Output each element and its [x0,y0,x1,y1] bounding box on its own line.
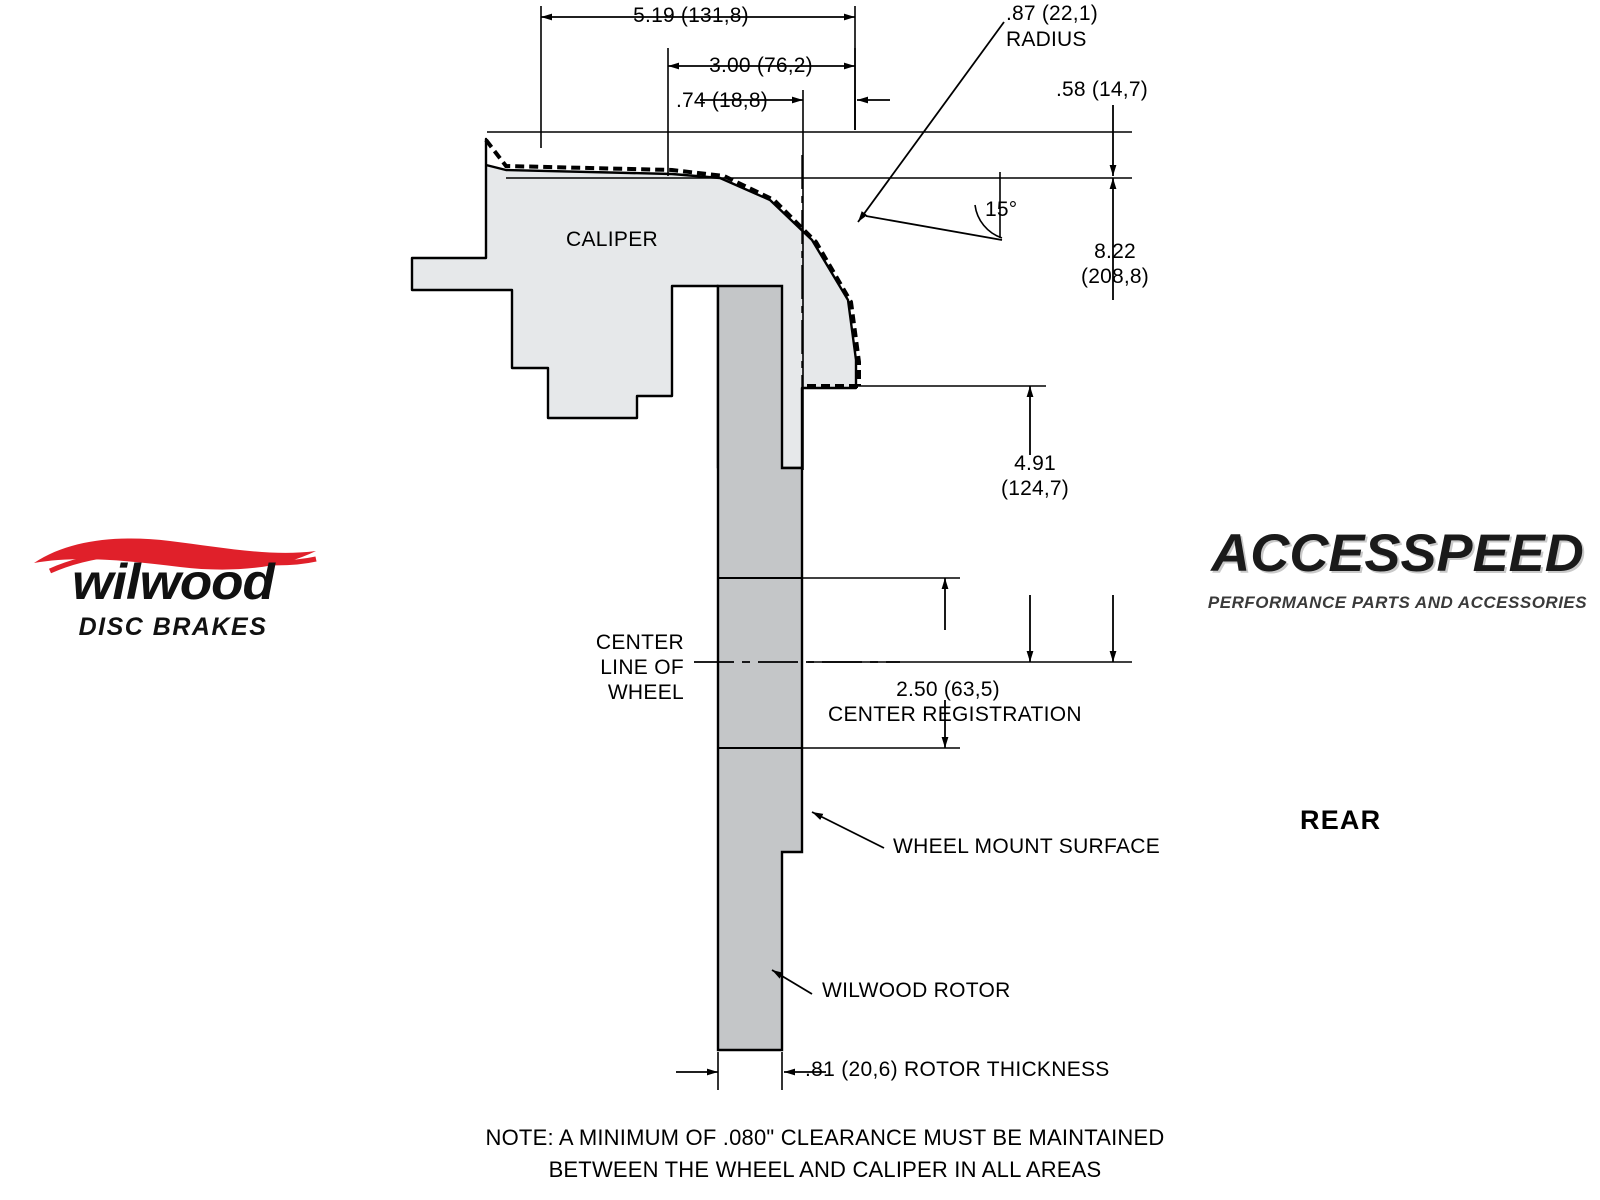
dimension-caliper-height-label: 4.91 (124,7) [1001,452,1069,500]
note-line-1: NOTE: A MINIMUM OF .080" CLEARANCE MUST BE MAINTAINED [485,1125,1165,1150]
accesspeed-wordmark: ACCESSPEED [1211,524,1584,583]
dimension-radius-word: RADIUS [1006,28,1087,51]
dimension-rotor-thickness [676,1052,826,1090]
accesspeed-tagline: PERFORMANCE PARTS AND ACCESSORIES [1207,593,1588,612]
wilwood-tagline: DISC BRAKES [78,613,268,641]
dimension-mid-width-label: 3.00 (76,2) [709,54,813,77]
dimension-angle-label: 15° [985,198,1018,221]
caliper-body [412,139,859,468]
note-line-2: BETWEEN THE WHEEL AND CALIPER IN ALL AREAS [548,1157,1102,1182]
label-rotor-thickness: .81 (20,6) ROTOR THICKNESS [805,1058,1110,1081]
dimension-overall-width-label: 5.19 (131,8) [633,4,749,27]
dimension-overall-height-label: 8.22 (208,8) [1081,240,1149,288]
label-caliper: CALIPER [566,228,658,251]
leader-radius [858,22,1004,222]
wilwood-wordmark: wilwood [72,554,274,610]
label-wilwood-rotor: WILWOOD ROTOR [822,979,1011,1002]
leader-wheel-mount-surface [812,812,884,848]
dimension-top-offset [487,105,1132,178]
wilwood-logo [8,525,338,655]
dimension-small-width-label: .74 (18,8) [676,89,768,112]
accesspeed-logo [1205,515,1590,645]
dimension-caliper-height [858,386,1046,662]
dimension-top-offset-label: .58 (14,7) [1056,78,1148,101]
label-center-registration: CENTER REGISTRATION [828,703,1082,726]
dimension-center-registration-value: 2.50 (63,5) [896,678,1000,701]
dimension-radius-value: .87 (22,1) [1006,2,1098,25]
label-center-line-of-wheel: CENTER LINE OF WHEEL [595,631,684,704]
label-wheel-mount-surface: WHEEL MOUNT SURFACE [893,835,1161,858]
label-rear: REAR [1300,805,1382,835]
